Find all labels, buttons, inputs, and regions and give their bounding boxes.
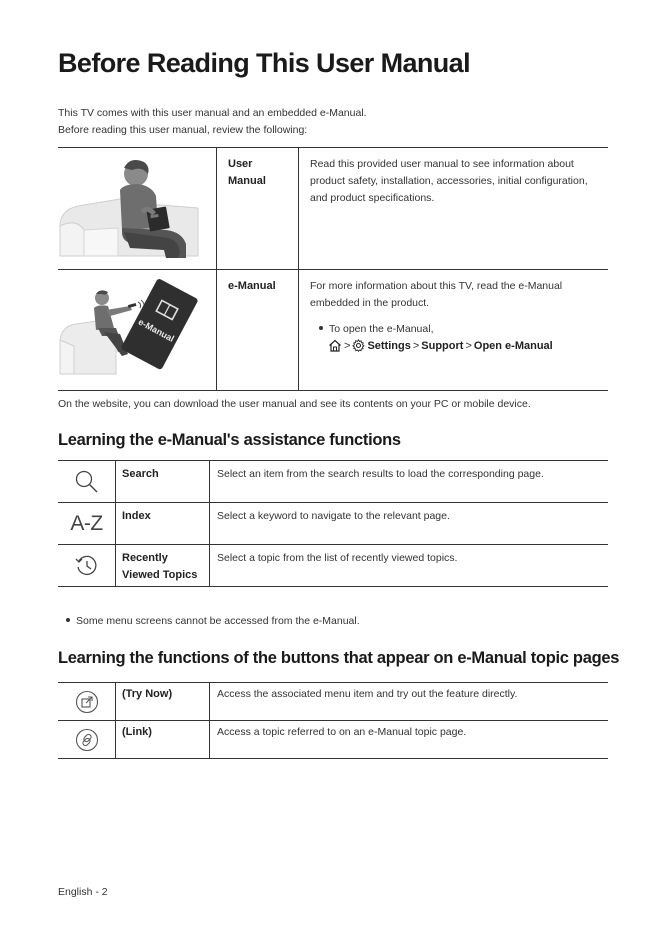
search-label: Search (115, 461, 209, 502)
assistance-note-text: Some menu screens cannot be accessed from the e-Manual. (76, 615, 360, 627)
path-separator-1: > (344, 339, 351, 352)
index-description: Select a keyword to navigate to the relevant page. (209, 503, 608, 544)
path-support: Support (421, 339, 464, 352)
intro-line-2: Before reading this user manual, review the following: (58, 124, 308, 136)
try-now-label: (Try Now) (115, 683, 209, 720)
search-description: Select an item from the search results to load the corresponding page. (209, 461, 608, 502)
link-description: Access a topic referred to on an e-Manual topic page. (209, 721, 608, 758)
website-note: On the website, you can download the user manual and see its contents on your PC or mobile device. (58, 398, 531, 410)
try-now-icon (58, 683, 115, 720)
try-now-description: Access the associated menu item and try out the feature directly. (209, 683, 608, 720)
e-manual-desc-line2: embedded in the product. (310, 297, 430, 309)
table-row-user-manual (58, 148, 608, 270)
search-icon (58, 461, 115, 502)
recent-icon (58, 545, 115, 586)
path-open-e-manual: Open e-Manual (473, 339, 553, 352)
buttons-heading: Learning the functions of the buttons that appear on e-Manual topic pages (58, 649, 620, 667)
e-manual-desc-line1: For more information about this TV, read the e-Manual (310, 280, 563, 292)
tv-screen-label: e-Manual (136, 316, 176, 344)
manual-table (58, 147, 608, 391)
assistance-heading: Learning the e-Manual's assistance functions (58, 431, 401, 449)
user-manual-label-line2: Manual (228, 175, 266, 187)
intro-line-1: This TV comes with this user manual and an embedded e-Manual. (58, 107, 367, 119)
user-manual-illustration (58, 148, 216, 269)
path-separator-2: > (412, 339, 420, 352)
recent-description: Select a topic from the list of recently viewed topics. (209, 545, 608, 586)
assistance-table (58, 460, 608, 587)
link-label: (Link) (115, 721, 209, 758)
table-row-search (58, 461, 608, 503)
buttons-table (58, 682, 608, 759)
e-manual-open-path (328, 339, 553, 352)
recent-label-line1: Recently (122, 552, 168, 564)
user-manual-label-line1: User (228, 158, 253, 170)
user-manual-desc-line2: product safety, installation, accessories, initial configuration, (310, 175, 588, 187)
link-icon (58, 721, 115, 758)
user-manual-label-cell (216, 148, 297, 269)
e-manual-bullet (319, 321, 434, 338)
recent-label-line2: Viewed Topics (122, 569, 198, 581)
assistance-note (66, 615, 360, 627)
home-icon (328, 339, 342, 352)
index-icon-text: A-Z (70, 511, 103, 535)
table-row-link (58, 721, 608, 759)
page-footer: English - 2 (58, 886, 108, 898)
user-manual-desc-line3: and product specifications. (310, 192, 435, 204)
table-row-e-manual (58, 270, 608, 391)
path-settings: Settings (367, 339, 411, 352)
e-manual-bullet-text: To open the e-Manual, (329, 323, 434, 335)
index-icon (58, 503, 115, 544)
e-manual-illustration (58, 270, 216, 390)
table-row-try-now (58, 683, 608, 721)
page-title: Before Reading This User Manual (58, 48, 470, 78)
user-manual-desc-line1: Read this provided user manual to see information about (310, 158, 574, 170)
index-label: Index (115, 503, 209, 544)
path-separator-3: > (465, 339, 472, 352)
e-manual-description-cell (298, 270, 608, 390)
table-row-index (58, 503, 608, 545)
recent-label (115, 545, 209, 586)
user-manual-description-cell (298, 148, 608, 269)
e-manual-label-cell (216, 270, 297, 390)
e-manual-label: e-Manual (228, 280, 276, 292)
table-row-recent (58, 545, 608, 587)
settings-icon (352, 339, 365, 352)
